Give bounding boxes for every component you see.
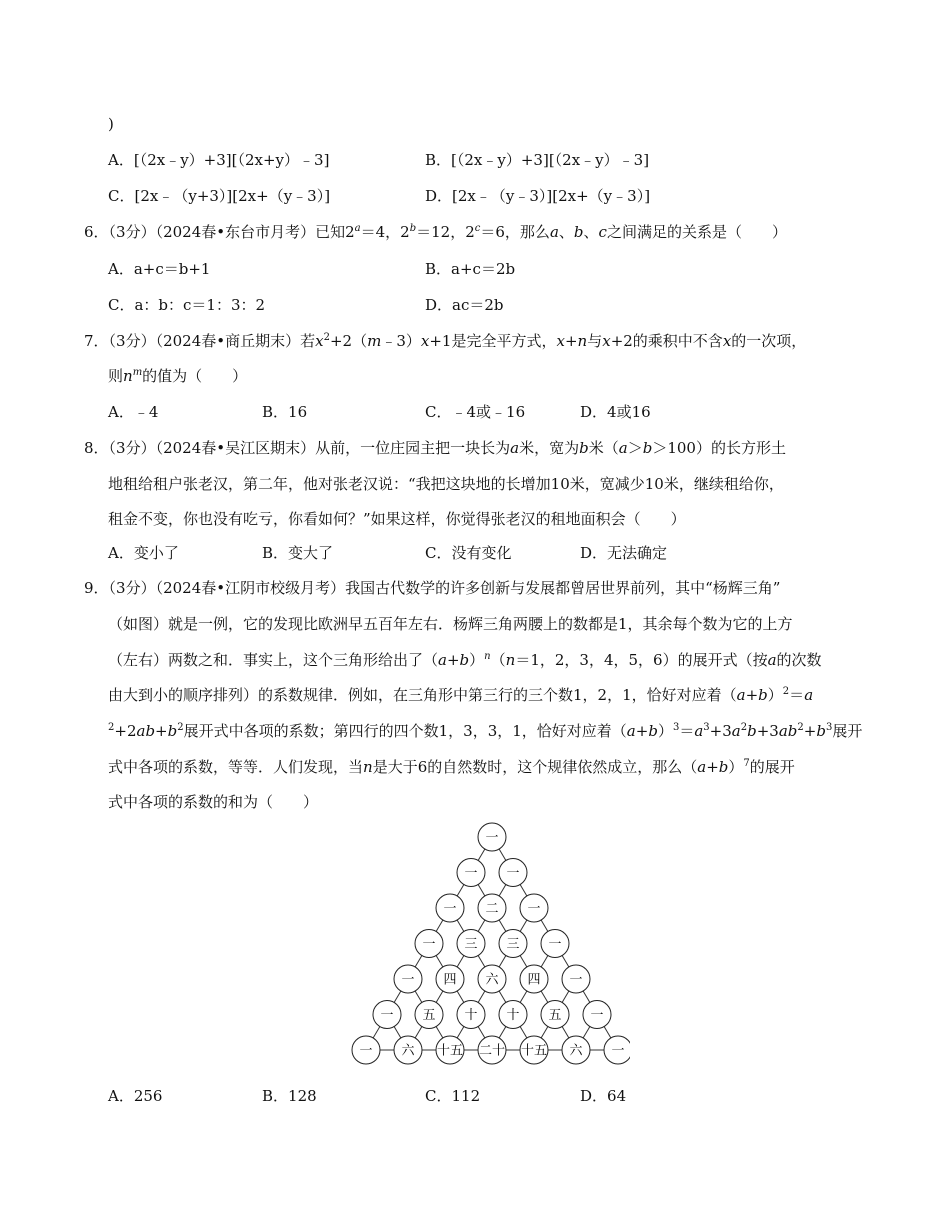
triangle-node xyxy=(478,965,506,993)
triangle-node xyxy=(562,965,590,993)
triangle-node-label: 一 xyxy=(527,901,541,917)
q8-option-c: C．没有变化 xyxy=(425,544,512,562)
q9-stem-line3: （左右）两数之和．事实上，这个三角形给出了$(a+b)^n(n=1$，2，3，4，5，6）的展开式（按a的次数 xyxy=(108,651,822,669)
triangle-node-label: 五 xyxy=(422,1008,436,1023)
triangle-node xyxy=(457,930,485,958)
triangle-node xyxy=(478,894,506,922)
triangle-node xyxy=(394,965,422,993)
triangle-node xyxy=(499,859,527,887)
q8-option-a: A．变小了 xyxy=(108,544,179,562)
triangle-node-label: 三 xyxy=(506,937,520,952)
triangle-node xyxy=(352,1036,380,1064)
q6-option-b: B．a+c＝2b xyxy=(425,260,516,278)
triangle-node xyxy=(415,930,443,958)
triangle-node-label: 一 xyxy=(590,1008,604,1023)
triangle-node xyxy=(583,1001,611,1029)
triangle-node-label: 四 xyxy=(443,972,457,988)
triangle-node-label: 二十 xyxy=(478,1043,506,1059)
triangle-node-label: 一 xyxy=(359,1043,373,1059)
triangle-node-label: 十 xyxy=(464,1008,478,1023)
q7-stem-line1: 7．（3分）（2024春•商丘期末）若$x^2+2(m﹣3)x+1$是完全平方式，x+n与x+2的乘积中不含x的一次项， xyxy=(84,332,807,350)
triangle-node-label: 十 xyxy=(506,1008,520,1023)
triangle-node xyxy=(457,1001,485,1029)
triangle-node-label: 十五 xyxy=(436,1043,464,1059)
q9-stem-line1: 9．（3分）（2024春•江阴市校级月考）我国古代数学的许多创新与发展都曾居世界前列，其中“杨辉三角” xyxy=(84,579,781,597)
triangle-node-label: 六 xyxy=(401,1043,415,1059)
triangle-node-label: 五 xyxy=(548,1008,562,1023)
triangle-node xyxy=(478,823,506,851)
triangle-node xyxy=(436,1036,464,1064)
q9-stem-line5: $^2+2ab+b^2$展开式中各项的系数；第四行的四个数1，3，3，1，恰好对应着$(a+b)^3=a^3+3a^2b+3ab^2+b^3$展开 xyxy=(108,722,863,740)
triangle-node-label: 十五 xyxy=(520,1043,548,1059)
triangle-node-label: 三 xyxy=(464,937,478,952)
triangle-node-label: 一 xyxy=(485,830,499,846)
triangle-node xyxy=(520,965,548,993)
triangle-node-label: 六 xyxy=(569,1043,583,1059)
q9-option-a: A．256 xyxy=(108,1087,163,1105)
q6-option-a: A．a+c＝b+1 xyxy=(108,260,211,278)
triangle-node xyxy=(415,1001,443,1029)
triangle-node-label: 一 xyxy=(506,866,520,881)
q5-option-b: B．[（2x﹣y）+3][（2x﹣y）﹣3] xyxy=(425,151,650,169)
triangle-node-label: 一 xyxy=(401,972,415,988)
q7-stem-line2: 则$n^m$的值为（ ） xyxy=(108,367,248,385)
q5-stem-tail: ) xyxy=(108,115,114,133)
q9-stem-line2: （如图）就是一例，它的发现比欧洲早五百年左右．杨辉三角两腰上的数都是1，其余每个数为它的上方 xyxy=(108,615,793,633)
triangle-node xyxy=(520,894,548,922)
triangle-node xyxy=(499,1001,527,1029)
q7-option-a: A．﹣4 xyxy=(108,403,159,421)
triangle-node xyxy=(436,894,464,922)
q5-option-c: C．[2x﹣（y+3）][2x+（y﹣3）] xyxy=(108,187,331,205)
q6-option-c: C．a：b：c＝1：3：2 xyxy=(108,296,266,314)
triangle-node-label: 一 xyxy=(443,901,457,917)
triangle-node-label: 一 xyxy=(464,866,478,881)
q8-stem-line1: 8．（3分）（2024春•吴江区期末）从前，一位庄园主把一块长为a米，宽为b米（a＞b＞100）的长方形土 xyxy=(84,439,786,457)
triangle-node-label: 一 xyxy=(380,1008,394,1023)
triangle-node xyxy=(373,1001,401,1029)
triangle-node-label: 一 xyxy=(422,937,436,952)
triangle-node xyxy=(520,1036,548,1064)
triangle-node xyxy=(457,859,485,887)
q7-option-d: D．4或16 xyxy=(580,403,651,421)
q8-stem-line3: 租金不变，你也没有吃亏，你看如何？”如果这样，你觉得张老汉的租地面积会（ ） xyxy=(108,510,686,528)
q8-stem-line2: 地租给租户张老汉，第二年，他对张老汉说：“我把这块地的长增加10米，宽减少10米，继续租给你， xyxy=(108,475,784,493)
q9-option-b: B．128 xyxy=(262,1087,317,1105)
q5-option-d: D．[2x﹣（y﹣3）][2x+（y﹣3）] xyxy=(425,187,651,205)
q9-stem-line6: 式中各项的系数，等等．人们发现，当n是大于6的自然数时，这个规律依然成立，那么$(a+b)^7$的展开 xyxy=(108,758,795,776)
q8-option-b: B．变大了 xyxy=(262,544,334,562)
triangle-node xyxy=(562,1036,590,1064)
q9-option-c: C．112 xyxy=(425,1087,481,1105)
q9-stem-line7: 式中各项的系数的和为（ ） xyxy=(108,793,319,811)
triangle-node xyxy=(541,930,569,958)
q9-option-d: D．64 xyxy=(580,1087,627,1105)
triangle-node-label: 六 xyxy=(485,972,499,988)
q8-option-d: D．无法确定 xyxy=(580,544,668,562)
triangle-node xyxy=(478,1036,506,1064)
triangle-node-label: 一 xyxy=(548,937,562,952)
triangle-node-label: 二 xyxy=(485,901,499,917)
q6-stem: 6．（3分）（2024春•东台市月考）已知$2^a=4$，$2^b=12$，$2^c=6$，那么a、b、c之间满足的关系是（ ） xyxy=(84,223,787,241)
triangle-node-label: 一 xyxy=(569,972,583,988)
q9-stem-line4: 由大到小的顺序排列）的系数规律．例如，在三角形中第三行的三个数1，2，1，恰好对应着$(a+b)^2=a$ xyxy=(108,686,814,704)
triangle-node xyxy=(604,1036,630,1064)
q7-option-b: B．16 xyxy=(262,403,308,421)
triangle-node xyxy=(436,965,464,993)
triangle-node-label: 四 xyxy=(527,972,541,988)
yanghui-triangle-figure xyxy=(340,815,630,1075)
triangle-node-label: 一 xyxy=(611,1043,625,1059)
triangle-node xyxy=(499,930,527,958)
q5-option-a: A．[（2x﹣y）+3][（2x+y）﹣3] xyxy=(108,151,330,169)
triangle-node xyxy=(394,1036,422,1064)
q7-option-c: C．﹣4或﹣16 xyxy=(425,403,526,421)
q6-option-d: D．ac＝2b xyxy=(425,296,504,314)
triangle-node xyxy=(541,1001,569,1029)
